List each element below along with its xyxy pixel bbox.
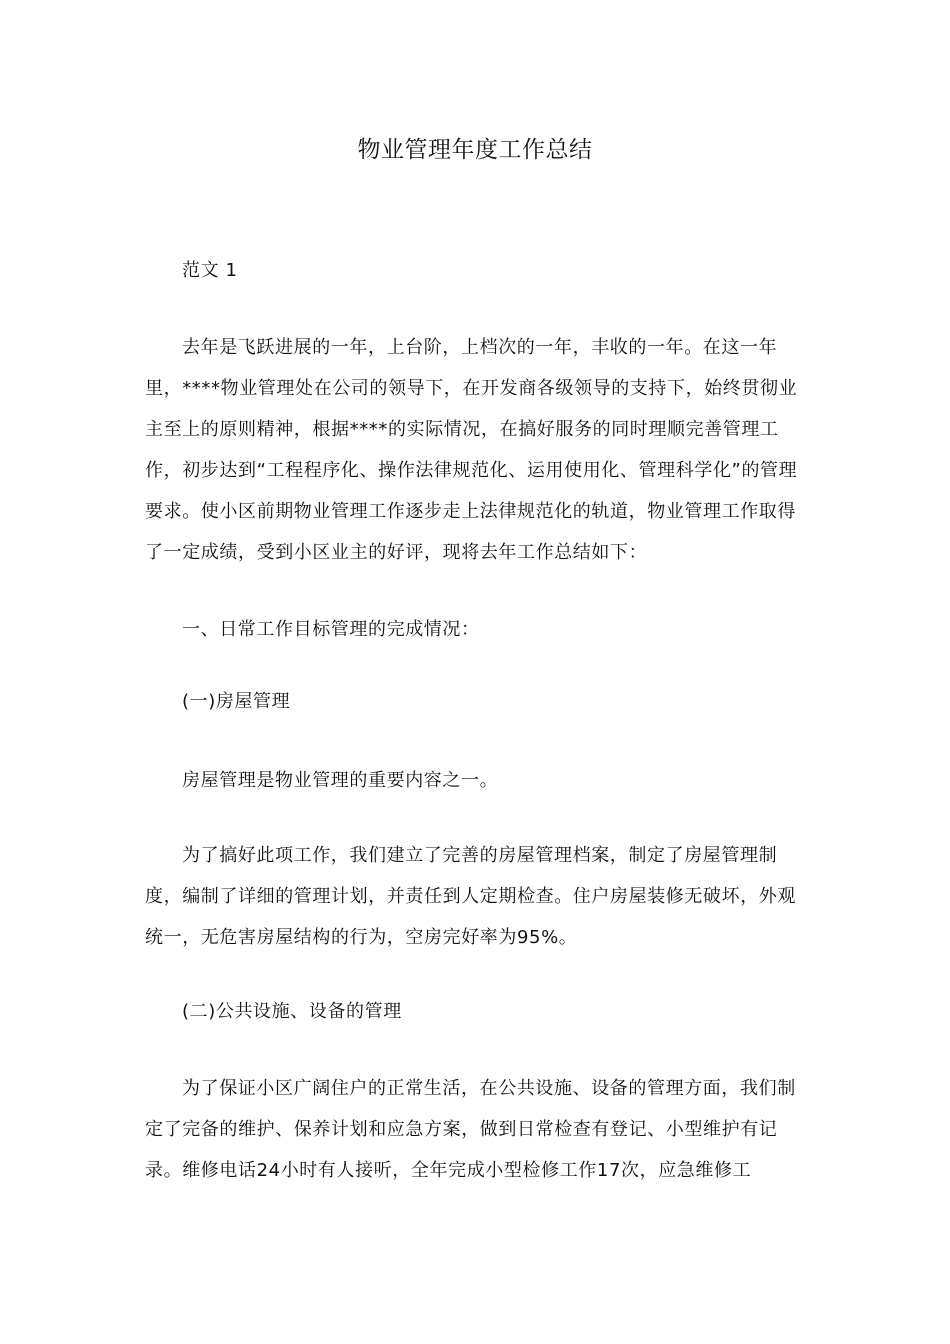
sample-label: 范文 1 bbox=[182, 260, 238, 281]
section-heading-daily-goals: 一、日常工作目标管理的完成情况： bbox=[182, 619, 480, 640]
document-title: 物业管理年度工作总结 bbox=[357, 137, 593, 163]
subsection-heading-facilities: (二)公共设施、设备的管理 bbox=[182, 1001, 402, 1022]
subsection-heading-housing: (一)房屋管理 bbox=[182, 691, 291, 712]
housing-intro-paragraph: 房屋管理是物业管理的重要内容之一。 bbox=[182, 770, 499, 791]
housing-detail-paragraph: 为了搞好此项工作，我们建立了完善的房屋管理档案，制定了房屋管理制度，编制了详细的管理计划，并责任到人定期检查。住户房屋装修无破坏，外观统一，无危害房屋结构的行为，空房完好率为95%。 bbox=[145, 845, 796, 948]
facilities-paragraph: 为了保证小区广阔住户的正常生活，在公共设施、设备的管理方面，我们制定了完备的维护、保养计划和应急方案，做到日常检查有登记、小型维护有记录。维修电话24小时有人接听，全年完成小型检修工作17次，应急维修工 bbox=[145, 1078, 796, 1181]
intro-paragraph: 去年是飞跃进展的一年，上台阶，上档次的一年，丰收的一年。在这一年里，****物业管理处在公司的领导下，在开发商各级领导的支持下，始终贯彻业主至上的原则精神，根据****的实际情况，在搞好服务的同时理顺完善管理工作，初步达到“工程程序化、操作法律规范化、运用使用化、管理科学化”的管理要求。使小区前期物业管理工作逐步走上法律规范化的轨道，物业管理工作取得了一定成绩，受到小区业主的好评，现将去年工作总结如下： bbox=[145, 337, 798, 563]
